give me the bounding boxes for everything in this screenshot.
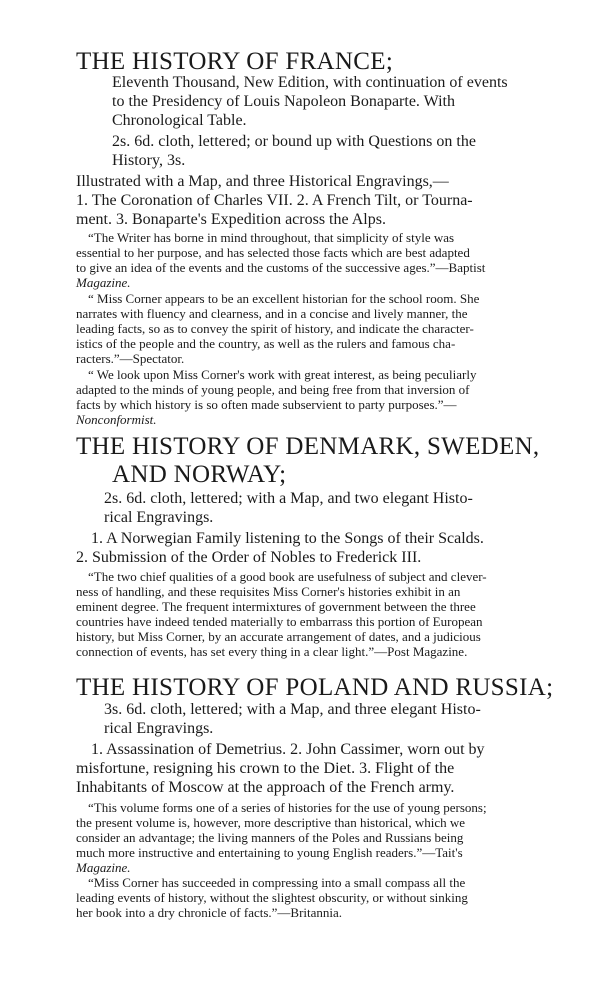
denmark-review-line: connection of events, has set every thing in a clear light.”—Post Magazine.	[76, 644, 468, 659]
denmark-review-line: “The two chief qualities of a good book are usefulness of subject and clever-	[88, 569, 487, 584]
poland-review-line: “This volume forms one of a series of histories for the use of young persons;	[88, 800, 487, 815]
france-illustrations-line: Illustrated with a Map, and three Historical Engravings,—	[76, 173, 449, 190]
denmark-review-line: history, but Miss Corner, by an accurate arrangement of dates, and a judicious	[76, 629, 481, 644]
france-review-line: “The Writer has borne in mind throughout, that simplicity of style was	[88, 230, 455, 245]
france-review-line: “ We look upon Miss Corner's work with great interest, as being peculiarly	[88, 367, 477, 382]
denmark-review-line: countries have indeed tended materially to embarrass this portion of European	[76, 614, 483, 629]
france-review-line: essential to her purpose, and has selected those facts which are best adapted	[76, 245, 470, 260]
france-illustrations-line: 1. The Coronation of Charles VII. 2. A French Tilt, or Tourna-	[76, 192, 473, 209]
france-title: THE HISTORY OF FRANCE;	[76, 48, 394, 75]
denmark-review-line: eminent degree. The frequent intermixtures of government between the three	[76, 599, 476, 614]
denmark-illustrations-line: 1. A Norwegian Family listening to the Songs of their Scalds.	[91, 530, 484, 547]
poland-title: THE HISTORY OF POLAND AND RUSSIA;	[76, 674, 554, 701]
poland-review-line: “Miss Corner has succeeded in compressing into a small compass all the	[88, 875, 466, 890]
denmark-illustrations-line: 2. Submission of the Order of Nobles to Frederick III.	[76, 549, 422, 566]
france-review-line: istics of the people and the country, as well as the rulers and famous cha-	[76, 336, 456, 351]
france-illustrations-line: ment. 3. Bonaparte's Expedition across the Alps.	[76, 211, 386, 228]
france-review-line: leading facts, so as to convey the spirit of history, and indicate the character-	[76, 321, 474, 336]
france-review-line: racters.”—Spectator.	[76, 351, 185, 366]
denmark-title: AND NORWAY;	[112, 461, 287, 488]
poland-illustrations-line: 1. Assassination of Demetrius. 2. John Cassimer, worn out by	[91, 741, 485, 758]
france-intro-line: to the Presidency of Louis Napoleon Bonaparte. With	[112, 93, 455, 110]
denmark-price-line: rical Engravings.	[104, 509, 214, 526]
poland-review-line: much more instructive and entertaining to young English readers.”—Tait's	[76, 845, 463, 860]
poland-price-line: rical Engravings.	[104, 720, 214, 737]
france-review-line: “ Miss Corner appears to be an excellent historian for the school room. She	[88, 291, 480, 306]
france-review-line: facts by which history is so often made subservient to party purposes.”—	[76, 397, 457, 412]
poland-review-line: consider an advantage; the living manners of the Poles and Russians being	[76, 830, 464, 845]
france-review-source: Magazine.	[76, 275, 131, 290]
france-review-line: adapted to the minds of young people, and being free from that inversion of	[76, 382, 470, 397]
denmark-review-line: ness of handling, and these requisites Miss Corner's histories exhibit in an	[76, 584, 461, 599]
france-intro-line: Chronological Table.	[112, 112, 247, 129]
france-review-line: narrates with fluency and clearness, and in a concise and lively manner, the	[76, 306, 468, 321]
poland-illustrations-line: misfortune, resigning his crown to the Diet. 3. Flight of the	[76, 760, 455, 777]
poland-illustrations-line: Inhabitants of Moscow at the approach of the French army.	[76, 779, 455, 796]
france-intro-line: Eleventh Thousand, New Edition, with continuation of events	[112, 74, 508, 91]
france-review-source: Nonconformist.	[76, 412, 157, 427]
poland-review-line: her book into a dry chronicle of facts.”—Britannia.	[76, 905, 343, 920]
poland-review-source: Magazine.	[76, 860, 131, 875]
france-price-line: History, 3s.	[112, 152, 186, 169]
france-review-line: to give an idea of the events and the customs of the successive ages.”—Baptist	[76, 260, 486, 275]
denmark-title: THE HISTORY OF DENMARK, SWEDEN,	[76, 433, 540, 460]
poland-review-line: leading events of history, without the slightest obscurity, or without sinking	[76, 890, 468, 905]
france-price-line: 2s. 6d. cloth, lettered; or bound up with Questions on the	[112, 133, 476, 150]
poland-price-line: 3s. 6d. cloth, lettered; with a Map, and three elegant Histo-	[104, 701, 481, 718]
poland-review-line: the present volume is, however, more descriptive than historical, which we	[76, 815, 466, 830]
denmark-price-line: 2s. 6d. cloth, lettered; with a Map, and two elegant Histo-	[104, 490, 473, 507]
